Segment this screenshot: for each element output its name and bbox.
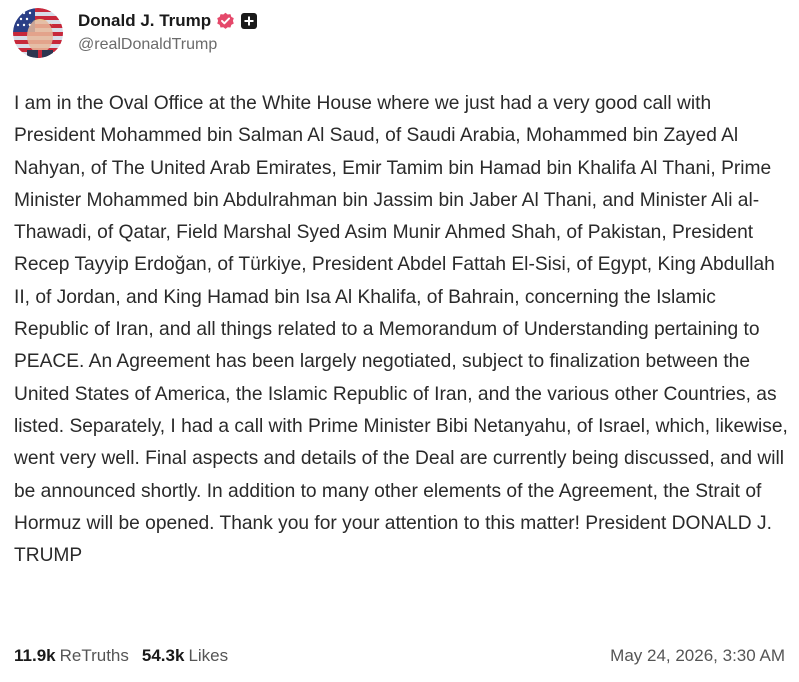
- author-display-name[interactable]: Donald J. Trump: [78, 11, 212, 30]
- post-stats: [14, 644, 228, 668]
- post-body-text: I am in the Oval Office at the White House where we just had a very good call with President Mohammed bin Salman Al Saud, of Saudi Arabia, Mohammed bin Zayed Al Nahyan, of The United Arab Emirates, Emir Tamim bin Hamad bin Khalifa Al Thani, Prime Minister Mohammed bin Abdulrahman bin Jassim bin Jaber Al Thani, and Minister Ali al-Thawadi, of Qatar, Field Marshal Syed Asim Munir Ahmed Shah, of Pakistan, President Recep Tayyip Erdoğan, of Türkiye, President Abdel Fattah El-Sisi, of Egypt, King Abdullah II, of Jordan, and King Hamad bin Isa Al Khalifa, of Bahrain, concerning the Islamic Republic of Iran, and all things related to a Memorandum of Understanding pertaining to PEACE. An Agreement has been largely negotiated, subject to finalization between the United States of America, the Islamic Republic of Iran, and the various other Countries, as listed. Separately, I had a call with Prime Minister Bibi Netanyahu, of Israel, which, likewise, went very well. Final aspects and details of the Deal are currently being discussed, and will be announced shortly. In addition to many other elements of the Agreement, the Strait of Hormuz will be opened. Thank you for your attention to this matter! President DONALD J. TRUMP: [14, 93, 788, 567]
- post-timestamp[interactable]: May 24, 2026, 3:30 AM: [610, 646, 785, 665]
- likes-label: Likes: [188, 646, 229, 665]
- avatar-image: [13, 8, 63, 58]
- retruths-count: 11.9k: [14, 646, 56, 665]
- plus-badge-icon: [241, 13, 257, 29]
- verified-badge-icon: [216, 12, 235, 31]
- avatar[interactable]: [13, 8, 63, 58]
- likes-count: 54.3k: [141, 646, 185, 665]
- author-name-row: [78, 9, 257, 33]
- author-handle[interactable]: @realDonaldTrump: [78, 36, 218, 53]
- retruths-label: ReTruths: [59, 646, 129, 665]
- retruths-stat[interactable]: [14, 644, 129, 668]
- likes-stat[interactable]: [142, 644, 228, 668]
